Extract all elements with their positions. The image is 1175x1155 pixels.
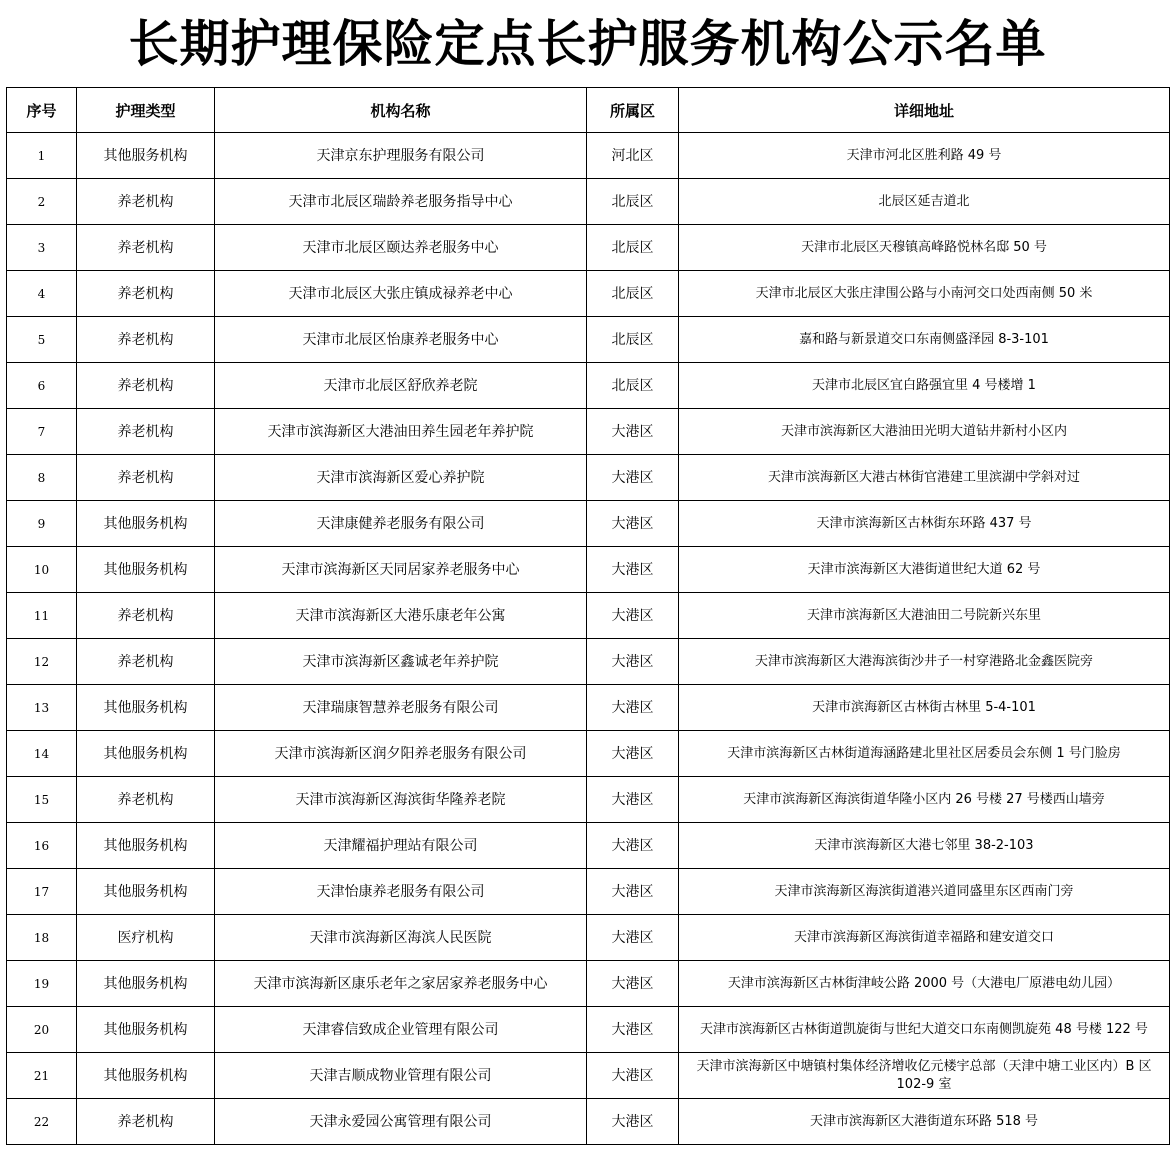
table-row: [7, 731, 1170, 777]
care-type-cell: 养老机构: [77, 1099, 215, 1145]
care-type-cell: 其他服务机构: [77, 133, 215, 179]
serial-number-cell: 20: [7, 1007, 77, 1053]
institution-name-cell: 天津市滨海新区海滨街华隆养老院: [215, 777, 587, 823]
table-row: [7, 225, 1170, 271]
district-cell: 大港区: [587, 1007, 679, 1053]
serial-number-cell: 21: [7, 1053, 77, 1099]
care-type-cell: 养老机构: [77, 363, 215, 409]
district-cell: 大港区: [587, 547, 679, 593]
institution-name-cell: 天津京东护理服务有限公司: [215, 133, 587, 179]
header-care-type: 护理类型: [77, 88, 215, 133]
address-cell: 天津市滨海新区古林街东环路 437 号: [679, 501, 1170, 547]
serial-number-cell: 12: [7, 639, 77, 685]
serial-number-cell: 22: [7, 1099, 77, 1145]
address-cell: 天津市滨海新区大港油田光明大道钻井新村小区内: [679, 409, 1170, 455]
serial-number-cell: 7: [7, 409, 77, 455]
district-cell: 大港区: [587, 455, 679, 501]
serial-number-cell: 3: [7, 225, 77, 271]
address-cell: 天津市滨海新区古林街道海涵路建北里社区居委员会东侧 1 号门脸房: [679, 731, 1170, 777]
institution-name-cell: 天津吉顺成物业管理有限公司: [215, 1053, 587, 1099]
institution-name-cell: 天津市滨海新区鑫诚老年养护院: [215, 639, 587, 685]
serial-number-cell: 1: [7, 133, 77, 179]
institution-name-cell: 天津市北辰区瑞龄养老服务指导中心: [215, 179, 587, 225]
table-row: [7, 317, 1170, 363]
district-cell: 河北区: [587, 133, 679, 179]
address-cell: 天津市滨海新区大港街道东环路 518 号: [679, 1099, 1170, 1145]
care-type-cell: 其他服务机构: [77, 961, 215, 1007]
institution-name-cell: 天津市滨海新区大港乐康老年公寓: [215, 593, 587, 639]
serial-number-cell: 15: [7, 777, 77, 823]
care-type-cell: 养老机构: [77, 271, 215, 317]
table-row: [7, 1053, 1170, 1099]
care-type-cell: 养老机构: [77, 593, 215, 639]
table-row: [7, 1007, 1170, 1053]
serial-number-cell: 13: [7, 685, 77, 731]
institution-name-cell: 天津市滨海新区爱心养护院: [215, 455, 587, 501]
serial-number-cell: 17: [7, 869, 77, 915]
serial-number-cell: 19: [7, 961, 77, 1007]
header-institution-name: 机构名称: [215, 88, 587, 133]
table-row: [7, 961, 1170, 1007]
district-cell: 北辰区: [587, 271, 679, 317]
address-cell: 天津市滨海新区海滨街道华隆小区内 26 号楼 27 号楼西山墙旁: [679, 777, 1170, 823]
care-type-cell: 其他服务机构: [77, 1053, 215, 1099]
care-type-cell: 其他服务机构: [77, 869, 215, 915]
table-row: [7, 179, 1170, 225]
district-cell: 北辰区: [587, 225, 679, 271]
district-cell: 大港区: [587, 685, 679, 731]
address-cell: 天津市滨海新区古林街古林里 5-4-101: [679, 685, 1170, 731]
table-row: [7, 133, 1170, 179]
table-row: [7, 501, 1170, 547]
serial-number-cell: 6: [7, 363, 77, 409]
care-type-cell: 养老机构: [77, 225, 215, 271]
table-row: [7, 593, 1170, 639]
address-cell: 天津市滨海新区大港油田二号院新兴东里: [679, 593, 1170, 639]
district-cell: 北辰区: [587, 317, 679, 363]
care-type-cell: 其他服务机构: [77, 685, 215, 731]
institution-name-cell: 天津怡康养老服务有限公司: [215, 869, 587, 915]
table-row: [7, 777, 1170, 823]
district-cell: 大港区: [587, 731, 679, 777]
care-type-cell: 医疗机构: [77, 915, 215, 961]
serial-number-cell: 16: [7, 823, 77, 869]
district-cell: 大港区: [587, 639, 679, 685]
table-row: [7, 547, 1170, 593]
address-cell: 天津市滨海新区海滨街道幸福路和建安道交口: [679, 915, 1170, 961]
serial-number-cell: 10: [7, 547, 77, 593]
care-type-cell: 养老机构: [77, 179, 215, 225]
institution-name-cell: 天津市滨海新区天同居家养老服务中心: [215, 547, 587, 593]
table-header-row: [7, 88, 1170, 133]
care-type-cell: 其他服务机构: [77, 731, 215, 777]
header-address: 详细地址: [679, 88, 1170, 133]
district-cell: 大港区: [587, 409, 679, 455]
address-cell: 天津市滨海新区古林街道凯旋街与世纪大道交口东南侧凯旋苑 48 号楼 122 号: [679, 1007, 1170, 1053]
district-cell: 北辰区: [587, 363, 679, 409]
care-type-cell: 其他服务机构: [77, 1007, 215, 1053]
serial-number-cell: 4: [7, 271, 77, 317]
table-row: [7, 455, 1170, 501]
table-row: [7, 409, 1170, 455]
care-type-cell: 养老机构: [77, 777, 215, 823]
care-type-cell: 养老机构: [77, 639, 215, 685]
address-cell: 天津市滨海新区大港街道世纪大道 62 号: [679, 547, 1170, 593]
care-type-cell: 养老机构: [77, 455, 215, 501]
district-cell: 大港区: [587, 869, 679, 915]
district-cell: 大港区: [587, 1053, 679, 1099]
table-row: [7, 823, 1170, 869]
serial-number-cell: 5: [7, 317, 77, 363]
address-cell: 天津市滨海新区海滨街道港兴道同盛里东区西南门旁: [679, 869, 1170, 915]
header-serial-number: 序号: [7, 88, 77, 133]
address-cell: 天津市北辰区天穆镇高峰路悦林名邸 50 号: [679, 225, 1170, 271]
district-cell: 大港区: [587, 823, 679, 869]
serial-number-cell: 14: [7, 731, 77, 777]
serial-number-cell: 9: [7, 501, 77, 547]
institution-name-cell: 天津市北辰区大张庄镇成禄养老中心: [215, 271, 587, 317]
care-type-cell: 其他服务机构: [77, 823, 215, 869]
table-row: [7, 869, 1170, 915]
district-cell: 大港区: [587, 961, 679, 1007]
institution-name-cell: 天津睿信致成企业管理有限公司: [215, 1007, 587, 1053]
care-type-cell: 其他服务机构: [77, 501, 215, 547]
header-district: 所属区: [587, 88, 679, 133]
district-cell: 大港区: [587, 777, 679, 823]
table-row: [7, 1099, 1170, 1145]
institution-name-cell: 天津康健养老服务有限公司: [215, 501, 587, 547]
institution-name-cell: 天津耀福护理站有限公司: [215, 823, 587, 869]
table-row: [7, 685, 1170, 731]
page-title: 长期护理保险定点长护服务机构公示名单: [128, 15, 1047, 73]
serial-number-cell: 2: [7, 179, 77, 225]
institution-table: [6, 87, 1170, 1145]
address-cell: 天津市河北区胜利路 49 号: [679, 133, 1170, 179]
institution-name-cell: 天津市滨海新区海滨人民医院: [215, 915, 587, 961]
district-cell: 大港区: [587, 915, 679, 961]
table-row: [7, 363, 1170, 409]
institution-name-cell: 天津市滨海新区大港油田养生园老年养护院: [215, 409, 587, 455]
care-type-cell: 养老机构: [77, 317, 215, 363]
district-cell: 大港区: [587, 593, 679, 639]
district-cell: 北辰区: [587, 179, 679, 225]
serial-number-cell: 8: [7, 455, 77, 501]
table-row: [7, 639, 1170, 685]
institution-name-cell: 天津市滨海新区润夕阳养老服务有限公司: [215, 731, 587, 777]
institution-name-cell: 天津瑞康智慧养老服务有限公司: [215, 685, 587, 731]
table-row: [7, 915, 1170, 961]
address-cell: 天津市滨海新区中塘镇村集体经济增收亿元楼宇总部（天津中塘工业区内）B 区 102-9 室: [679, 1053, 1170, 1099]
district-cell: 大港区: [587, 501, 679, 547]
institution-name-cell: 天津市北辰区舒欣养老院: [215, 363, 587, 409]
table-row: [7, 271, 1170, 317]
institution-name-cell: 天津市滨海新区康乐老年之家居家养老服务中心: [215, 961, 587, 1007]
address-cell: 天津市滨海新区大港古林街官港建工里滨湖中学斜对过: [679, 455, 1170, 501]
care-type-cell: 其他服务机构: [77, 547, 215, 593]
address-cell: 嘉和路与新景道交口东南侧盛泽园 8-3-101: [679, 317, 1170, 363]
table-body: [7, 133, 1170, 1145]
serial-number-cell: 18: [7, 915, 77, 961]
institution-name-cell: 天津永爱园公寓管理有限公司: [215, 1099, 587, 1145]
address-cell: 北辰区延吉道北: [679, 179, 1170, 225]
district-cell: 大港区: [587, 1099, 679, 1145]
address-cell: 天津市北辰区宜白路强宜里 4 号楼增 1: [679, 363, 1170, 409]
serial-number-cell: 11: [7, 593, 77, 639]
address-cell: 天津市滨海新区大港七邻里 38-2-103: [679, 823, 1170, 869]
institution-name-cell: 天津市北辰区怡康养老服务中心: [215, 317, 587, 363]
institution-name-cell: 天津市北辰区颐达养老服务中心: [215, 225, 587, 271]
address-cell: 天津市滨海新区古林街津岐公路 2000 号（大港电厂原港电幼儿园）: [679, 961, 1170, 1007]
care-type-cell: 养老机构: [77, 409, 215, 455]
address-cell: 天津市滨海新区大港海滨街沙井子一村穿港路北金鑫医院旁: [679, 639, 1170, 685]
address-cell: 天津市北辰区大张庄津围公路与小南河交口处西南侧 50 米: [679, 271, 1170, 317]
